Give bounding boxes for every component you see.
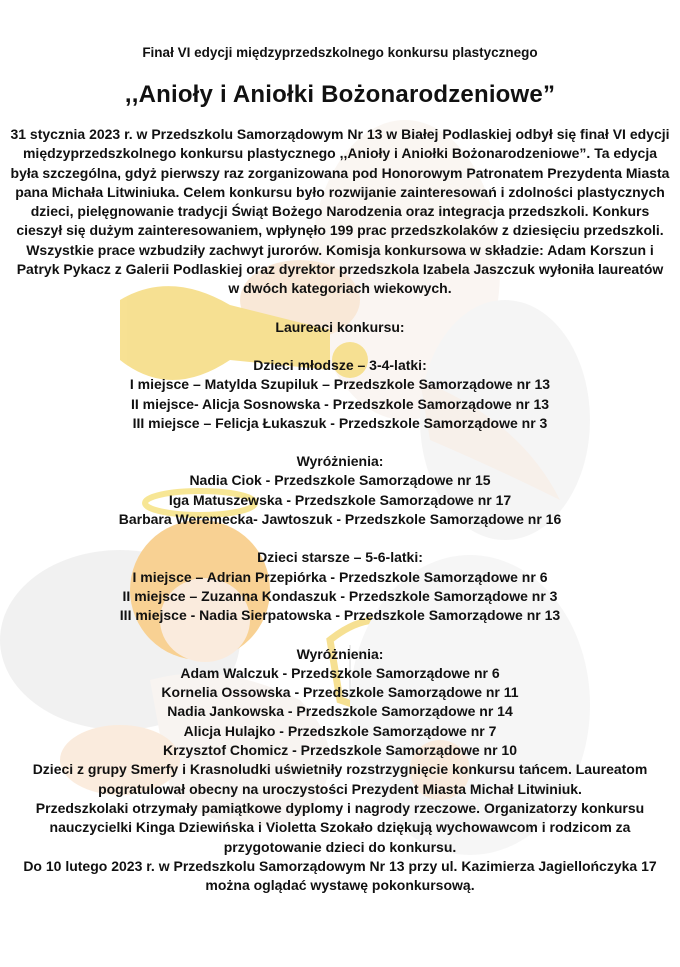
younger-honors-heading: Wyróżnienia:	[296, 453, 384, 470]
older-honor-3: Nadia Jankowska - Przedszkole Samorządowe nr 14	[167, 703, 513, 720]
closing-paragraph-3: Do 10 lutego 2023 r. w Przedszkolu Samorządowym Nr 13 przy ul. Kazimierza Jagiellończyka 17 można oglądać wystawę pokonkursową.	[23, 857, 657, 894]
older-honor-5: Krzysztof Chomicz - Przedszkole Samorządowe nr 10	[163, 742, 517, 759]
younger-place-3: III miejsce – Felicja Łukaszuk - Przedszkole Samorządowe nr 3	[132, 414, 548, 431]
older-place-1: I miejsce – Adrian Przepiórka - Przedszkole Samorządowe nr 6	[132, 568, 548, 585]
older-heading: Dzieci starsze – 5-6-latki:	[257, 549, 423, 566]
younger-heading: Dzieci młodsze – 3-4-latki:	[253, 356, 427, 373]
older-place-2: II miejsce – Zuzanna Kondaszuk - Przedszkole Samorządowe nr 3	[122, 587, 558, 604]
intro-paragraph: 31 stycznia 2023 r. w Przedszkolu Samorządowym Nr 13 w Białej Podlaskiej odbył się finał VI edycji międzyprzedszkolnego konkursu plastycznego ,,Anioły i Aniołki Bożonarodzeniowe”. Ta edycja była szczególna, gdyż pierwszy raz zorganizowana pod Honorowym Patronatem Prezydenta Miasta pana Michała Litwiniuka. Celem konkursu było rozwijanie zainteresowań i zdolności plastycznych dzieci, pielęgnowanie tradycji Świąt Bożego Narodzenia oraz integracja przedszkoli. Konkurs cieszył się dużym zainteresowaniem, wpłynęło 199 prac przedszkolaków z dziesięciu przedszkoli. Wszystkie prace wzbudziły zachwyt jurorów. Komisja konkursowa w składzie: Adam Korszun i Patryk Pykacz z Galerii Podlaskiej oraz dyrektor przedszkola Izabela Jaszczuk wyłoniła laureatów w dwóch kategoriach wiekowych.	[10, 126, 670, 297]
younger-place-1: I miejsce – Matylda Szupiluk – Przedszkole Samorządowe nr 13	[129, 376, 551, 393]
closing-paragraph-2: Przedszkolaki otrzymały pamiątkowe dyplomy i nagrody rzeczowe. Organizatorzy konkursu nauczycielki Kinga Dziewińska i Violetta Szokało dziękują wychowawcom i rodzicom za przygotowanie dzieci do konkursu.	[35, 799, 645, 855]
closing-paragraph-1: Dzieci z grupy Smerfy i Krasnoludki uświetniły rozstrzygnięcie konkursu tańcem. Laureatom pogratulował obecny na uroczystości Prezydent Miasta Michał Litwiniuk.	[32, 761, 648, 797]
older-honor-1: Adam Walczuk - Przedszkole Samorządowe nr 6	[180, 664, 500, 681]
younger-honor-3: Barbara Weremecka- Jawtoszuk - Przedszkole Samorządowe nr 16	[118, 511, 562, 528]
younger-honor-2: Iga Matuszewska - Przedszkole Samorządowe nr 17	[168, 491, 512, 508]
younger-place-2: II miejsce- Alicja Sosnowska - Przedszkole Samorządowe nr 13	[130, 395, 550, 412]
page-title: ,,Anioły i Aniołki Bożonarodzeniowe”	[124, 81, 556, 108]
younger-honor-1: Nadia Ciok - Przedszkole Samorządowe nr 15	[189, 472, 491, 489]
announcement	[10, 0, 670, 895]
older-honor-4: Alicja Hulajko - Przedszkole Samorządowe nr 7	[183, 722, 497, 739]
older-honors-heading: Wyróżnienia:	[296, 645, 384, 662]
older-place-3: III miejsce - Nadia Sierpatowska - Przedszkole Samorządowe nr 13	[119, 607, 561, 624]
laureates-heading: Laureaci konkursu:	[275, 318, 405, 335]
older-honor-2: Kornelia Ossowska - Przedszkole Samorządowe nr 11	[161, 684, 519, 701]
subtitle: Finał VI edycji międzyprzedszkolnego konkursu plastycznego	[142, 45, 538, 60]
